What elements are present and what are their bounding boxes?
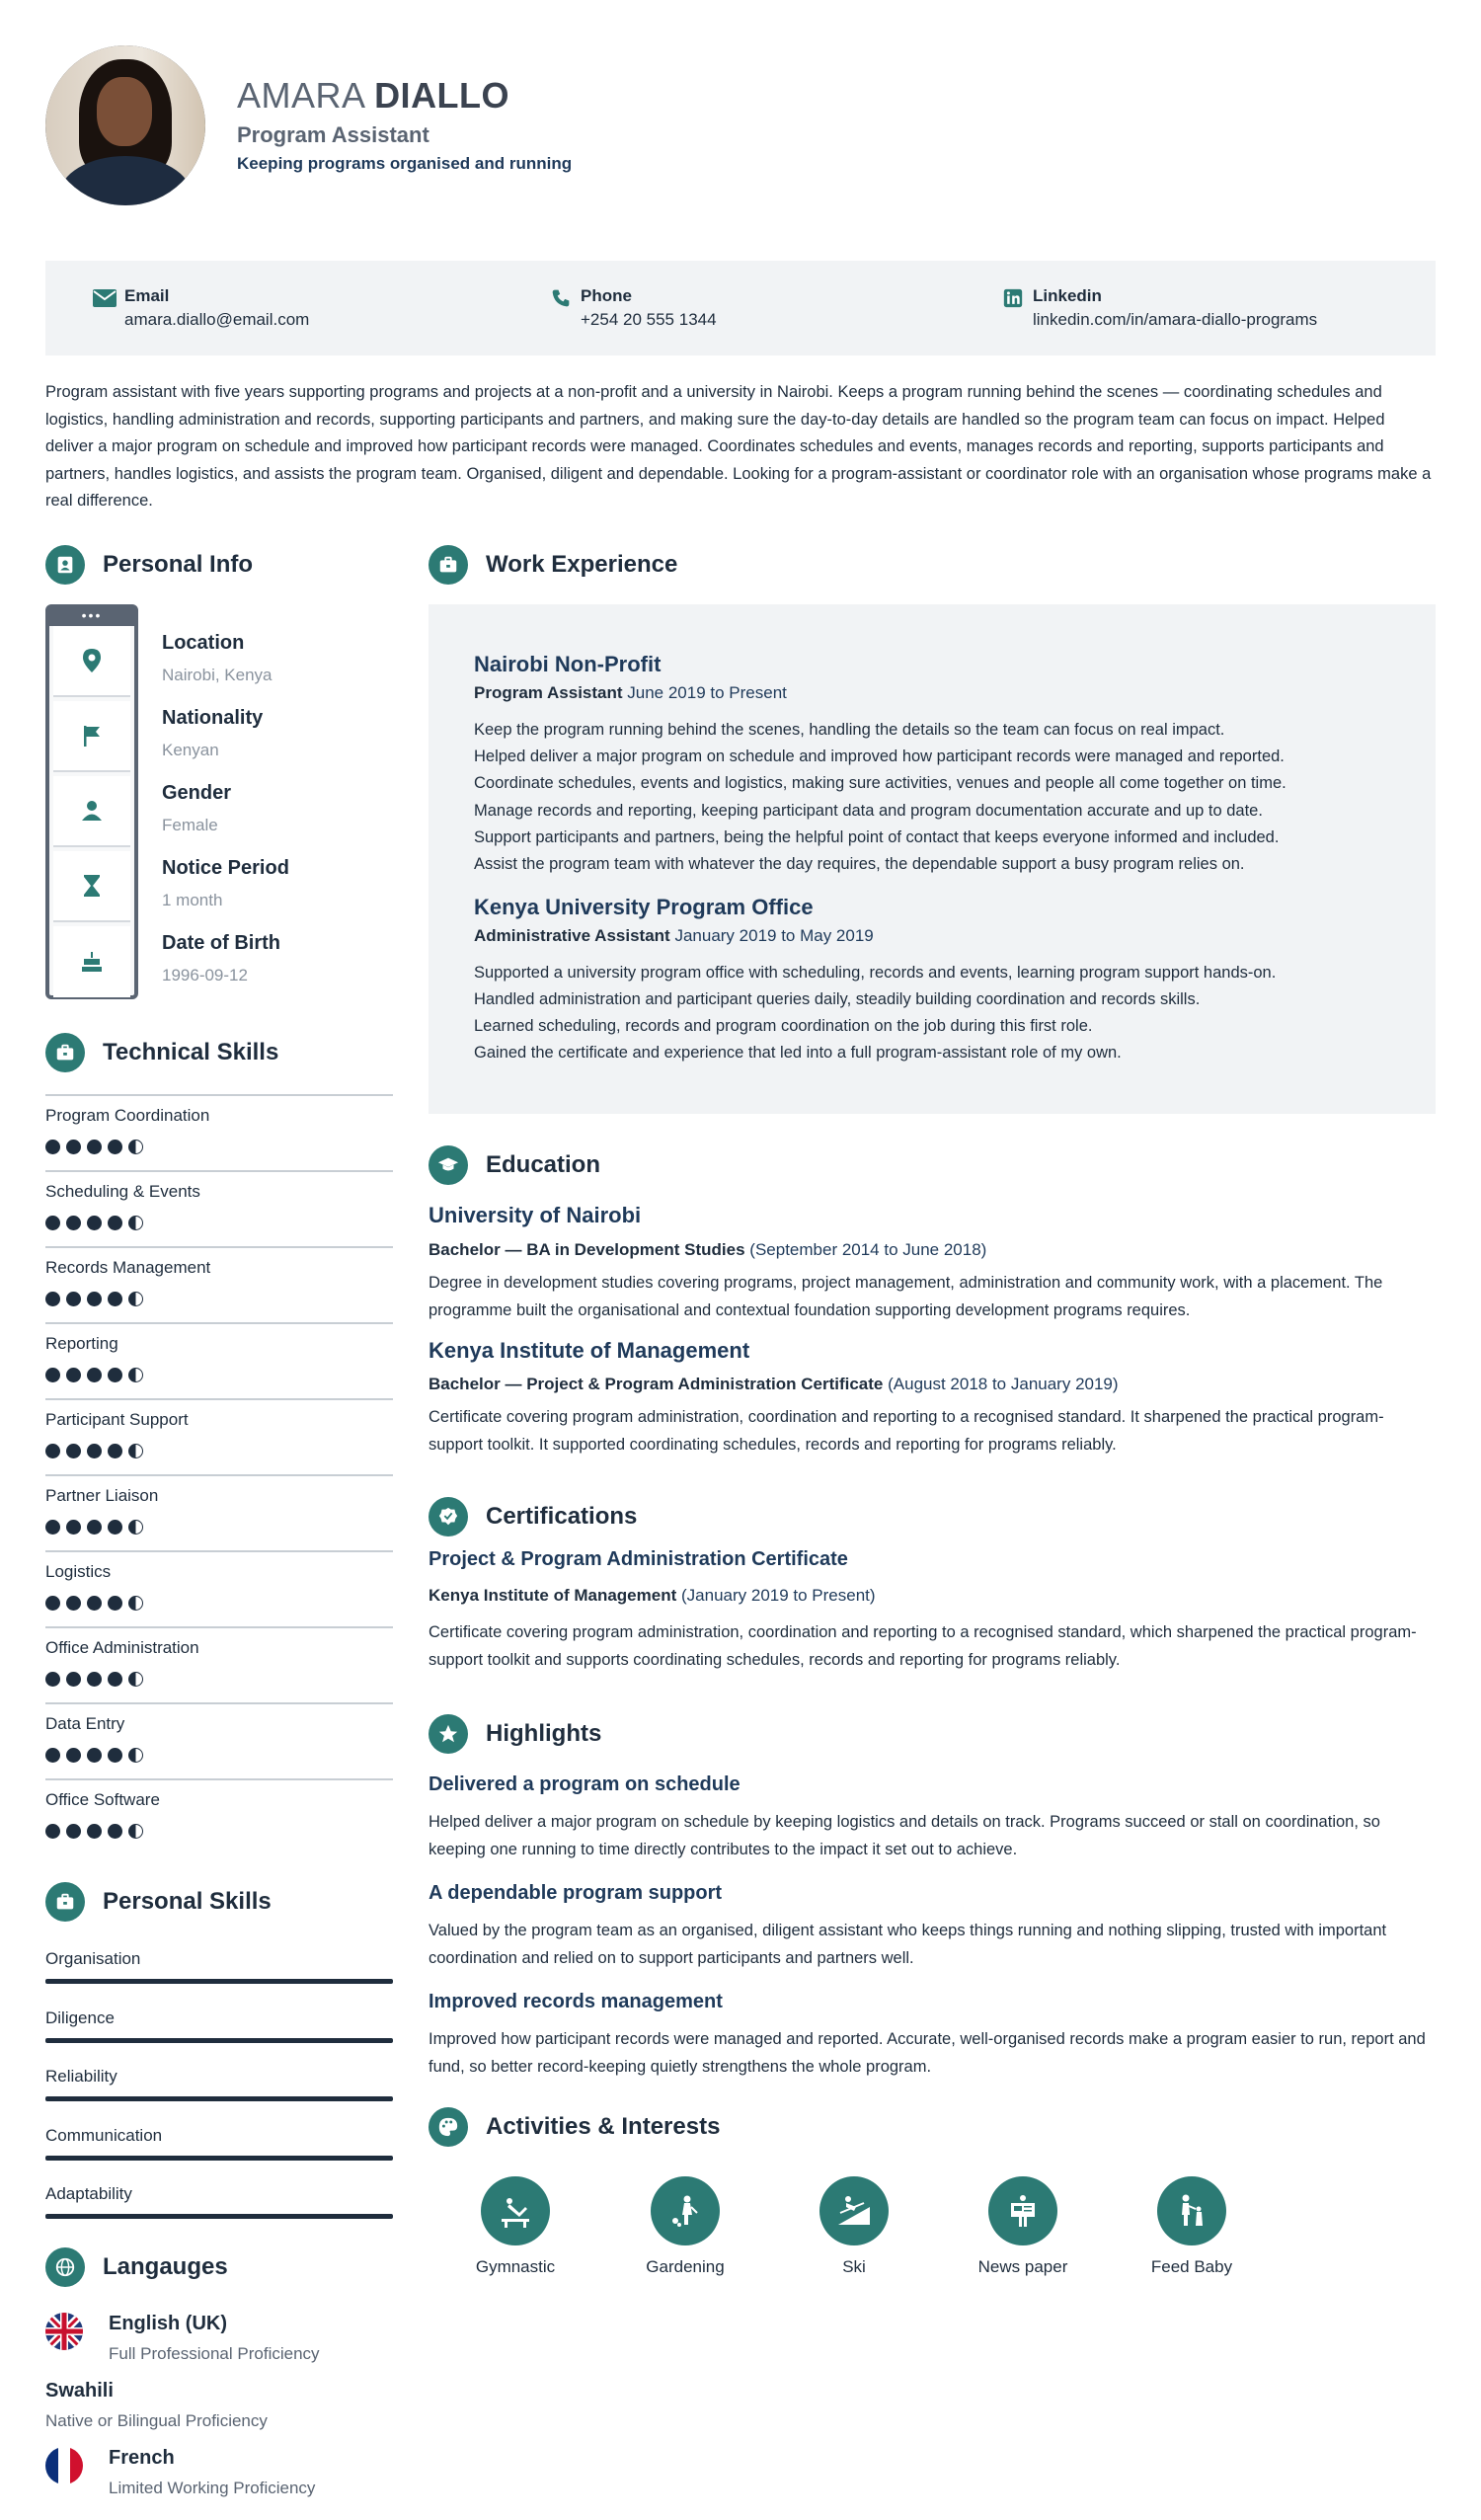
duty-item: Assist the program team with whatever the day requires, the dependable support a busy program relies on. [474,855,1245,873]
rating-dot [87,1216,102,1230]
briefcase-icon [429,545,468,585]
resume-header [45,45,1428,205]
rating-dot [128,1216,143,1230]
interest-item: Gardening [616,2176,754,2277]
rating-dot [128,1672,143,1687]
rating-dot [128,1596,143,1611]
duty-item: Supported a university program office with scheduling, records and events, learning program support hands-on. [474,964,1277,982]
rating-dot [108,1748,122,1763]
skill-rating [45,1140,149,1154]
email-value[interactable]: amara.diallo@email.com [124,310,310,329]
ski-icon [819,2176,889,2245]
rating-dot [45,1596,60,1611]
work-experience-heading: Work Experience [429,545,677,585]
email-icon [93,288,117,308]
phone-label: Phone [581,286,632,305]
technical-skill: Logistics [45,1550,393,1552]
email-label: Email [124,286,170,305]
pinfo-value-nationality: Kenyan [162,741,219,759]
interest-item: Feed Baby [1123,2176,1261,2277]
personal-info-heading: Personal Info [45,545,253,585]
skill-bar [45,1979,393,1984]
star-icon [429,1714,468,1754]
gymnastics-icon [481,2176,550,2245]
skill-rating [45,1216,149,1230]
rating-dot [66,1824,81,1839]
rating-dot [108,1368,122,1382]
rating-dot [108,1444,122,1458]
certification-issuer-line: Kenya Institute of Management (January 2019 to Present) [429,1586,876,1605]
rating-dot [128,1368,143,1382]
linkedin-value[interactable]: linkedin.com/in/amara-diallo-programs [1033,310,1318,329]
rating-dot [87,1520,102,1535]
rating-dot [128,1444,143,1458]
location-pin-icon [53,626,130,697]
certification-title: Project & Program Administration Certificate [429,1548,848,1570]
rating-dot [108,1292,122,1306]
rating-dot [108,1824,122,1839]
rating-dot [45,1520,60,1535]
rating-dot [128,1292,143,1306]
rating-dot [128,1748,143,1763]
rating-dot [87,1292,102,1306]
rating-dot [66,1216,81,1230]
skill-bar [45,2038,393,2043]
school-name: Kenya Institute of Management [429,1338,750,1363]
technical-skill: Office Administration [45,1626,393,1628]
skill-rating [45,1824,149,1839]
rating-dot [66,1672,81,1687]
duty-item: Handled administration and participant queries daily, steadily building coordination and records skills. [474,990,1201,1008]
rating-dot [87,1444,102,1458]
technical-skill: Partner Liaison [45,1474,393,1476]
language-name: French [109,2447,175,2469]
phone-value[interactable]: +254 20 555 1344 [581,310,717,329]
rating-dot [66,1368,81,1382]
pinfo-value-location: Nairobi, Kenya [162,666,273,684]
skill-rating [45,1292,149,1306]
rating-dot [66,1140,81,1154]
rating-dot [66,1596,81,1611]
duty-item: Keep the program running behind the scenes, handling the details so the team can focus on real impact. [474,721,1225,739]
degree-line: Bachelor — Project & Program Administration Certificate (August 2018 to January 2019) [429,1375,1119,1393]
personal-skill: Organisation [45,1949,393,1969]
interests-heading: Activities & Interests [429,2107,720,2147]
flag-icon [53,701,130,772]
duty-item: Helped deliver a major program on schedule and improved how participant records were managed and reported. [474,748,1285,765]
rating-dot [87,1368,102,1382]
rating-dot [128,1520,143,1535]
personal-info-rail: ••• [45,604,138,999]
technical-skills-heading: Technical Skills [45,1033,278,1072]
rating-dot [108,1596,122,1611]
highlight-description: Helped deliver a major program on schedule by keeping logistics and details on track. Programs succeed or stall on coordination, so keeping one running to time directly contributes to the impact it set out to achieve. [429,1813,1380,1858]
rating-dot [87,1140,102,1154]
job-title: Program Assistant [237,122,429,147]
avatar [45,45,205,205]
interest-item: Ski [785,2176,923,2277]
technical-skill: Participant Support [45,1398,393,1400]
rating-dot [45,1824,60,1839]
personal-skill: Adaptability [45,2184,393,2204]
interest-item: News paper [954,2176,1092,2277]
technical-skill: Data Entry [45,1702,393,1704]
pinfo-label-nationality: Nationality [162,707,264,729]
person-icon [53,776,130,847]
skill-bar [45,2096,393,2101]
technical-skill: Scheduling & Events [45,1170,393,1172]
duty-item: Manage records and reporting, keeping participant data and program documentation accurate and up to date. [474,802,1263,820]
pinfo-label-dob: Date of Birth [162,932,280,954]
rating-dot [66,1520,81,1535]
certifications-heading: Certifications [429,1497,637,1536]
duty-item: Gained the certificate and experience that led into a full program-assistant role of my own. [474,1044,1122,1062]
rating-dot [108,1140,122,1154]
rating-dot [45,1140,60,1154]
globe-icon [45,2247,85,2287]
rating-dot [45,1368,60,1382]
uk-flag-icon [45,2313,83,2350]
education-description: Certificate covering program administration, coordination and reporting to a recognised standard. It sharpened the practical program-support toolkit. It supported coordinating schedules, records and reporting for programs reliably. [429,1408,1384,1454]
language-name: English (UK) [109,2313,227,2334]
rating-dot [108,1216,122,1230]
education-description: Degree in development studies covering programs, project management, administration and community work, with a placement. The programme built the organisational and contextual foundation supporting development programs requires. [429,1274,1383,1319]
rating-dot [87,1596,102,1611]
language-level: Full Professional Proficiency [109,2344,320,2363]
gardening-icon [651,2176,720,2245]
highlight-description: Valued by the program team as an organised, diligent assistant who keeps things running and nothing slipping, trusted with important coordination and relied on to support participants and partners well. [429,1922,1387,1967]
hourglass-icon [53,851,130,922]
role-line: Program Assistant June 2019 to Present [474,683,787,702]
skill-rating [45,1672,149,1687]
role-line: Administrative Assistant January 2019 to May 2019 [474,926,874,945]
personal-skill: Diligence [45,2008,393,2028]
rating-dot [87,1748,102,1763]
technical-skill: Records Management [45,1246,393,1248]
language-level: Limited Working Proficiency [109,2479,316,2497]
highlight-title: Improved records management [429,1991,723,2012]
newspaper-icon [988,2176,1057,2245]
summary-paragraph: Program assistant with five years supporting programs and projects at a non-profit and a university in Nairobi. Keeps a program running behind the scenes — coordinating schedules and logistics, handling administration and records, supporting participants and partners, and making sure the day-to-day details are handled so the program team can focus on impact. Helped deliver a major program on schedule and improved how participant records were managed. Coordinates schedules and events, manages records and reporting, supports participants and partners, handles logistics, and assists the program team. Organised, diligent and dependable. Looking for a program-assistant or coordinator role with an organisation whose programs make a real difference. [45,383,1432,510]
rating-dot [108,1520,122,1535]
france-flag-icon [45,2447,83,2484]
tagline: Keeping programs organised and running [237,154,573,173]
rating-dot [108,1672,122,1687]
highlight-description: Improved how participant records were managed and reported. Accurate, well-organised records make a program easier to run, report and fund, so better record-keeping quietly strengthens the whole program. [429,2030,1426,2076]
contact-bar [45,261,1436,355]
duty-item: Support participants and partners, being the helpful point of contact that keeps everyone informed and included. [474,828,1280,846]
cake-icon [53,926,130,997]
pinfo-label-notice: Notice Period [162,857,289,879]
duty-item: Learned scheduling, records and program coordination on the job during this first role. [474,1017,1093,1035]
highlight-title: Delivered a program on schedule [429,1773,740,1795]
rating-dot [66,1748,81,1763]
skill-rating [45,1520,149,1535]
pinfo-label-location: Location [162,632,245,654]
certificate-badge-icon [429,1497,468,1536]
personal-skill: Communication [45,2126,393,2146]
linkedin-label: Linkedin [1033,286,1102,305]
briefcase-icon [45,1882,85,1922]
highlight-title: A dependable program support [429,1882,723,1904]
rating-dot [128,1140,143,1154]
technical-skill: Office Software [45,1778,393,1780]
skill-rating [45,1748,149,1763]
rating-dot [45,1292,60,1306]
pinfo-label-gender: Gender [162,782,232,804]
feed-baby-icon [1157,2176,1226,2245]
rating-dot [45,1444,60,1458]
degree-line: Bachelor — BA in Development Studies (September 2014 to June 2018) [429,1240,987,1259]
rating-dot [87,1672,102,1687]
personal-skill: Reliability [45,2067,393,2087]
skill-bar [45,2214,393,2219]
rating-dot [45,1672,60,1687]
pinfo-value-gender: Female [162,816,218,834]
technical-skill: Program Coordination [45,1094,393,1096]
school-name: University of Nairobi [429,1203,642,1227]
company-name: Nairobi Non-Profit [474,652,662,676]
candidate-name: AMARA DIALLO [237,75,510,116]
briefcase-icon [45,1033,85,1072]
skill-rating [45,1596,149,1611]
company-name: Kenya University Program Office [474,895,814,919]
id-badge-icon [45,545,85,585]
rating-dot [128,1824,143,1839]
phone-icon [549,288,573,308]
rating-dot [45,1216,60,1230]
languages-heading: Langauges [45,2247,228,2287]
linkedin-icon [1001,288,1025,308]
education-heading: Education [429,1145,600,1185]
certification-description: Certificate covering program administration, coordination and reporting to a recognised standard, which sharpened the practical program-support toolkit and supports coordinating schedules, records and reporting for programs reliably. [429,1623,1417,1669]
personal-skills-heading: Personal Skills [45,1882,272,1922]
pinfo-value-dob: 1996-09-12 [162,966,248,984]
skill-bar [45,2156,393,2161]
rating-dot [66,1292,81,1306]
skill-rating [45,1368,149,1382]
duty-item: Coordinate schedules, events and logistics, making sure activities, venues and people all come together on time. [474,774,1286,792]
interest-item: Gymnastic [446,2176,585,2277]
highlights-heading: Highlights [429,1714,601,1754]
pinfo-value-notice: 1 month [162,891,223,909]
language-name: Swahili [45,2380,114,2402]
graduation-cap-icon [429,1145,468,1185]
rating-dot [66,1444,81,1458]
palette-icon [429,2107,468,2147]
rating-dot [45,1748,60,1763]
rating-dot [87,1824,102,1839]
skill-rating [45,1444,149,1458]
technical-skill: Reporting [45,1322,393,1324]
language-level: Native or Bilingual Proficiency [45,2411,268,2430]
